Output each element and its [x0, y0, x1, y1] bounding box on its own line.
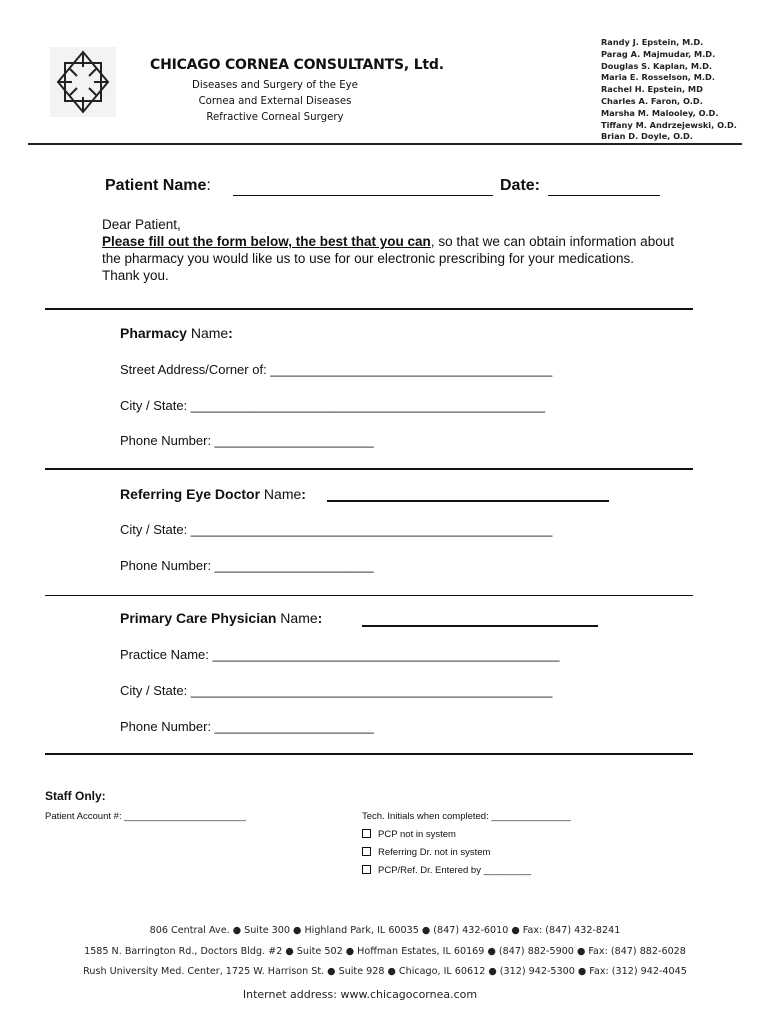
pharmacy-city-field[interactable]: City / State: _________________________________________________	[120, 398, 546, 413]
patient-account-field[interactable]: Patient Account #: _______________________	[45, 811, 246, 822]
doctor-name: Charles A. Faron, O.D.	[601, 95, 703, 106]
letter-text: , so that we can obtain information about	[430, 234, 674, 249]
footer-address-3: Rush University Med. Center, 1725 W. Harrison St. ● Suite 928 ● Chicago, IL 60612 ● (312) 942-5300 ● Fax: (312) 942-4045	[83, 966, 687, 977]
doctor-name: Parag A. Majmudar, M.D.	[601, 48, 716, 59]
patient-name-label: Patient Name:	[105, 177, 211, 194]
footer-address-2: 1585 N. Barrington Rd., Doctors Bldg. #2 ● Suite 502 ● Hoffman Estates, IL 60169 ● (847) 882-5900 ● Fax: (847) 882-6028	[84, 946, 686, 957]
org-name: CHICAGO CORNEA CONSULTANTS, Ltd.	[150, 57, 444, 73]
checkbox-icon	[362, 865, 371, 874]
referring-phone-field[interactable]: Phone Number: ______________________	[120, 558, 374, 573]
staff-only-title: Staff Only:	[45, 789, 106, 803]
letter-instruction: Please fill out the form below, the best that you can	[102, 234, 431, 249]
date-field[interactable]	[548, 195, 660, 196]
doctor-name: Maria E. Rosselson, M.D.	[601, 72, 715, 83]
specialty-line: Refractive Corneal Surgery	[206, 112, 344, 123]
practice-logo	[50, 47, 116, 117]
letter-greeting: Dear Patient,	[102, 217, 181, 232]
section-divider	[45, 308, 693, 310]
header-divider	[28, 143, 742, 145]
pcp-entered-by-checkbox[interactable]: PCP/Ref. Dr. Entered by _________	[362, 865, 531, 876]
doctor-name: Brian D. Doyle, O.D.	[601, 131, 693, 142]
referring-not-in-system-checkbox[interactable]: Referring Dr. not in system	[362, 847, 490, 858]
specialty-line: Diseases and Surgery of the Eye	[192, 80, 358, 91]
pharmacy-heading: Pharmacy Name:	[120, 325, 233, 341]
doctor-name: Marsha M. Malooley, O.D.	[601, 107, 719, 118]
pharmacy-phone-field[interactable]: Phone Number: ______________________	[120, 433, 374, 448]
pcp-not-in-system-checkbox[interactable]: PCP not in system	[362, 829, 456, 840]
referring-city-field[interactable]: City / State: __________________________________________________	[120, 522, 553, 537]
footer-address-1: 806 Central Ave. ● Suite 300 ● Highland Park, IL 60035 ● (847) 432-6010 ● Fax: (847) 432-8241	[149, 925, 621, 936]
pcp-name-field[interactable]	[362, 625, 598, 627]
pcp-city-field[interactable]: City / State: __________________________________________________	[120, 683, 553, 698]
doctor-name: Tiffany M. Andrzejewski, O.D.	[601, 119, 737, 130]
pharmacy-street-field[interactable]: Street Address/Corner of: _______________________________________	[120, 362, 553, 377]
tech-initials-field[interactable]: Tech. Initials when completed: _______________	[362, 811, 571, 822]
section-divider	[45, 753, 693, 755]
doctor-name: Rachel H. Epstein, MD	[601, 84, 703, 95]
date-label: Date:	[500, 177, 541, 194]
letter-thanks: Thank you.	[102, 268, 169, 283]
pcp-phone-field[interactable]: Phone Number: ______________________	[120, 719, 374, 734]
pcp-heading: Primary Care Physician Name:	[120, 610, 323, 626]
checkbox-icon	[362, 829, 371, 838]
referring-doctor-heading: Referring Eye Doctor Name:	[120, 486, 306, 502]
checkbox-icon	[362, 847, 371, 856]
website-link[interactable]: Internet address: www.chicagocornea.com	[242, 988, 478, 1001]
specialty-line: Cornea and External Diseases	[198, 96, 352, 107]
patient-name-field[interactable]	[233, 195, 493, 196]
pcp-practice-field[interactable]: Practice Name: ________________________________________________	[120, 647, 560, 662]
intro-letter	[102, 216, 742, 284]
doctor-name: Douglas S. Kaplan, M.D.	[601, 60, 713, 71]
section-divider	[45, 595, 693, 596]
referring-doctor-name-field[interactable]	[327, 500, 609, 502]
letter-text: the pharmacy you would like us to use for our electronic prescribing for your medications.	[102, 251, 635, 266]
doctor-list	[601, 37, 737, 143]
section-divider	[45, 468, 693, 470]
doctor-name: Randy J. Epstein, M.D.	[601, 37, 704, 47]
